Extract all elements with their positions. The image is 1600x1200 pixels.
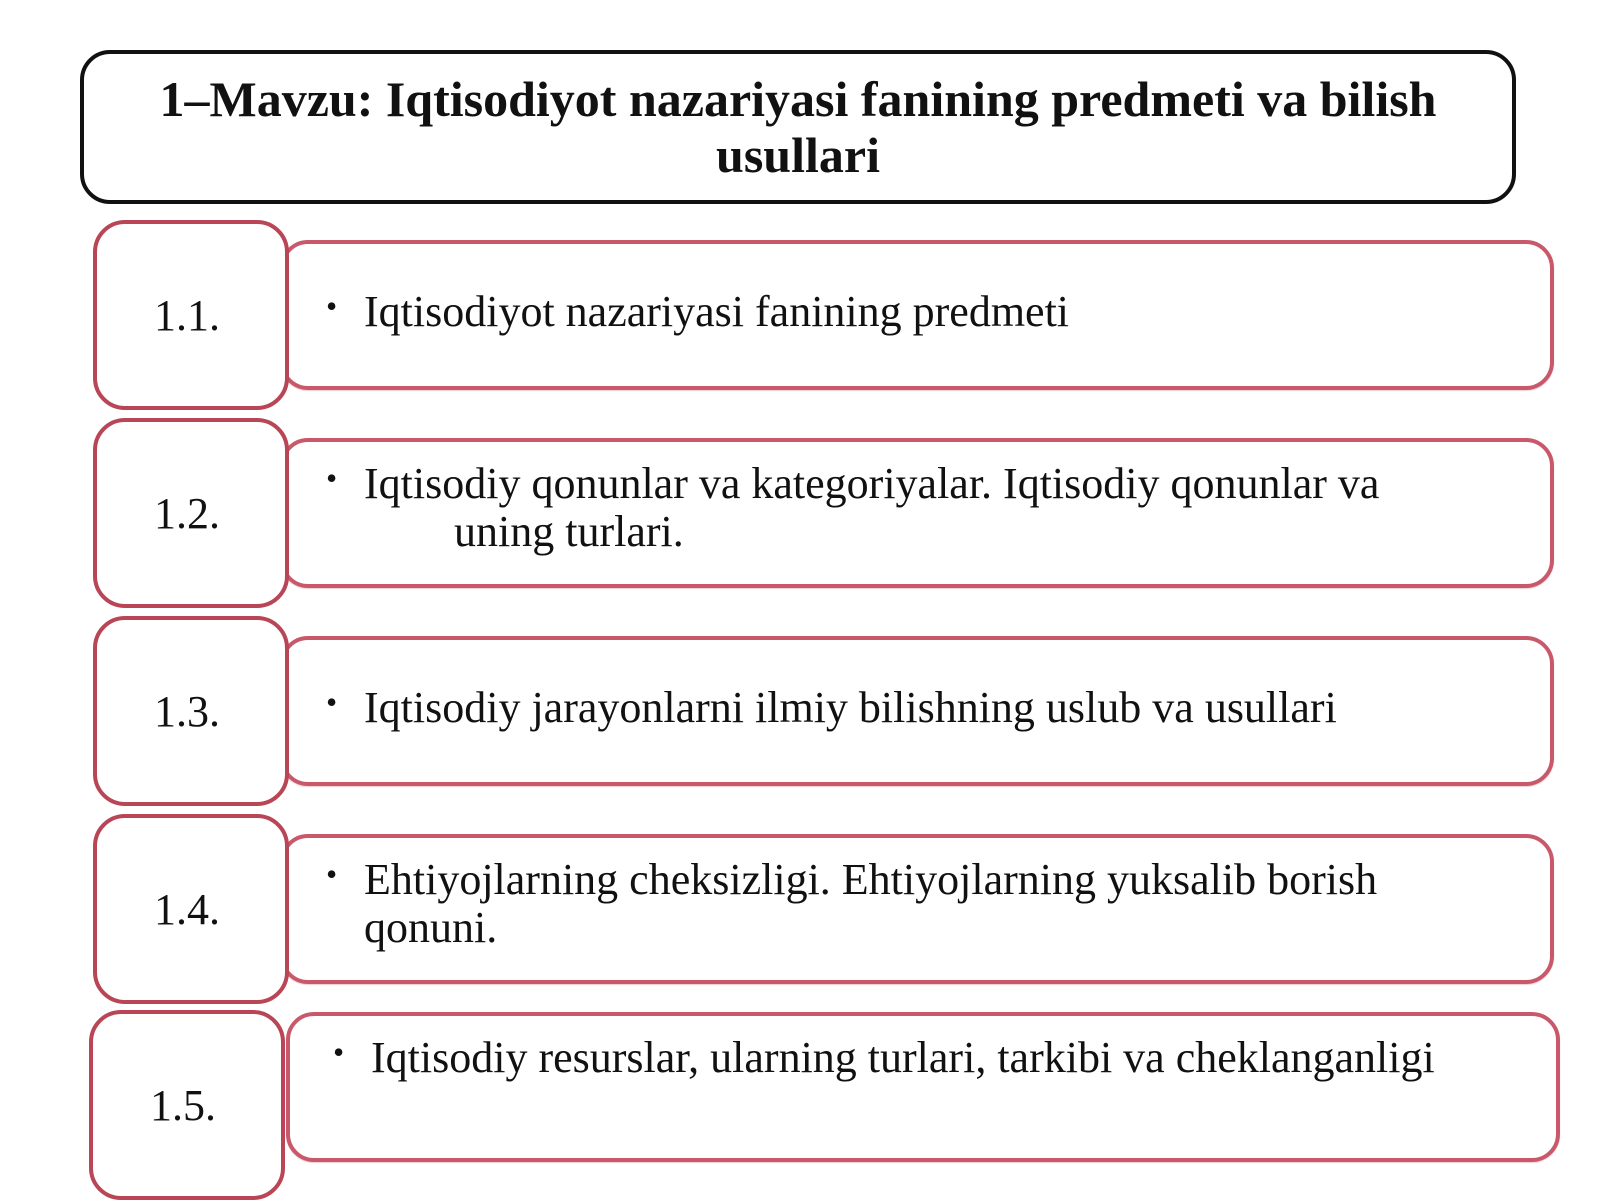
item-bullet-line (326, 288, 1514, 336)
list-item (0, 814, 1600, 1004)
item-number: 1.5. (150, 1080, 216, 1130)
item-bullet-line (326, 460, 1514, 556)
item-text-line: Iqtisodiy qonunlar va kategoriyalar. Iqtisodiy qonunlar va (364, 459, 1380, 508)
item-text-line-continued: qonuni. (364, 903, 498, 952)
bullet-icon: • (326, 684, 338, 720)
item-text-line: Ehtiyojlarning cheksizligi. Ehtiyojlarning yuksalib borish (364, 855, 1378, 904)
list-item (0, 1010, 1600, 1200)
item-text (371, 1034, 1521, 1082)
item-text (364, 288, 1514, 336)
item-text-line: Iqtisodiy jarayonlarni ilmiy bilishning uslub va usullari (364, 683, 1337, 732)
item-number-box (93, 220, 289, 410)
item-text-line-continued: uning turlari. (454, 507, 684, 556)
item-number: 1.1. (154, 290, 220, 340)
item-number-box (89, 1010, 285, 1200)
item-number-box (93, 616, 289, 806)
item-number-box (93, 418, 289, 608)
item-bullet-line (326, 856, 1514, 952)
item-text-line: Iqtisodiy resurslar, ularning turlari, tarkibi va cheklanganligi (371, 1033, 1435, 1082)
slide-title: 1–Mavzu: Iqtisodiyot nazariyasi fanining predmeti va bilish usullari (159, 71, 1437, 183)
list-item (0, 418, 1600, 608)
bullet-icon: • (326, 288, 338, 324)
list-item (0, 616, 1600, 806)
bullet-icon: • (326, 856, 338, 892)
item-bullet-line (326, 684, 1514, 732)
item-number: 1.3. (154, 686, 220, 736)
item-bullet-line (333, 1034, 1521, 1082)
bullet-icon: • (333, 1034, 345, 1070)
item-text (364, 856, 1514, 952)
item-number-box (93, 814, 289, 1004)
list-item (0, 220, 1600, 410)
title-box (80, 50, 1516, 204)
item-number: 1.2. (154, 488, 220, 538)
item-number: 1.4. (154, 884, 220, 934)
bullet-icon: • (326, 460, 338, 496)
item-text (364, 684, 1514, 732)
item-text-line: Iqtisodiyot nazariyasi fanining predmeti (364, 287, 1070, 336)
item-text (364, 460, 1514, 556)
